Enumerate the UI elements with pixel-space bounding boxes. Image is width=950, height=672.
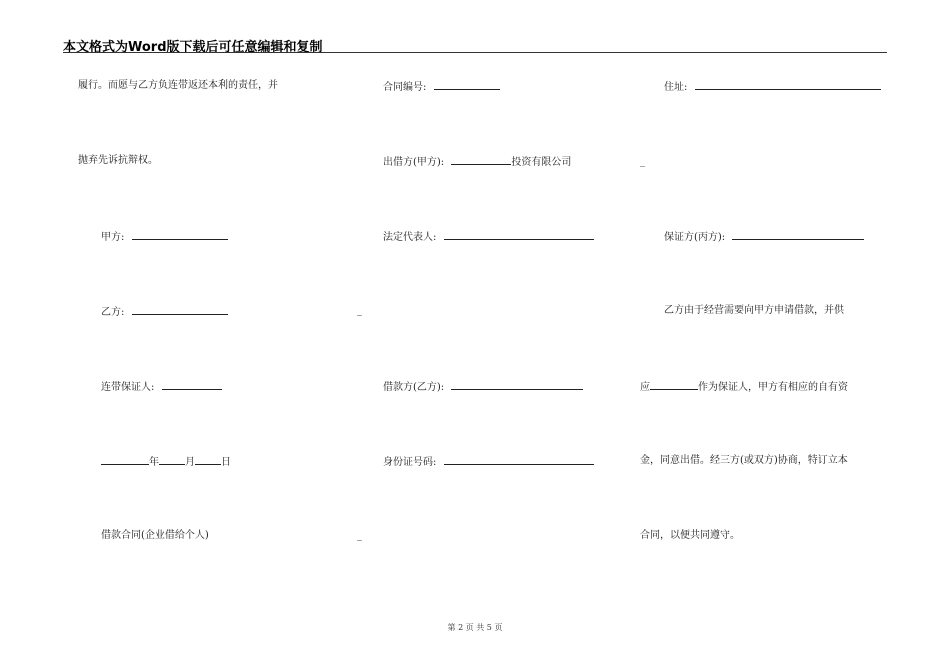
col1-mark-2: _ bbox=[357, 530, 362, 541]
party-a-row bbox=[101, 230, 228, 244]
header-rule bbox=[63, 52, 887, 53]
borrower-label: 借款方(乙方): bbox=[383, 382, 445, 393]
lender-suffix: 投资有限公司 bbox=[511, 157, 572, 168]
day-label: 日 bbox=[221, 457, 231, 468]
party-b-row bbox=[101, 305, 228, 319]
party-a-blank bbox=[132, 230, 228, 240]
lender-row bbox=[383, 155, 571, 169]
year-label: 年 bbox=[149, 457, 159, 468]
address-row bbox=[664, 80, 881, 94]
guarantor-name-blank bbox=[650, 380, 698, 390]
contract-no-blank bbox=[434, 80, 500, 90]
lender-blank bbox=[451, 155, 511, 165]
col1-line-2: 抛弃先诉抗辩权。 bbox=[78, 155, 158, 166]
lender-label: 出借方(甲方): bbox=[383, 157, 445, 168]
document-header: 本文格式为Word版下载后可任意编辑和复制 bbox=[63, 40, 323, 55]
borrower-blank bbox=[451, 380, 583, 390]
legal-rep-label: 法定代表人: bbox=[383, 232, 437, 243]
id-no-row bbox=[383, 455, 594, 469]
col3-para-line-2-pre: 应 bbox=[640, 382, 650, 393]
guarantor-label: 连带保证人: bbox=[101, 382, 155, 393]
guarantor-c-row bbox=[664, 230, 864, 244]
guarantor-row bbox=[101, 380, 222, 394]
address-blank bbox=[695, 80, 881, 90]
col3-para-line-1: 乙方由于经营需要向甲方申请借款，并供 bbox=[664, 305, 844, 316]
contract-no-row bbox=[383, 80, 500, 94]
id-no-label: 身份证号码: bbox=[383, 457, 437, 468]
guarantor-blank bbox=[162, 380, 222, 390]
col3-para-line-3: 金，同意出借。经三方(或双方)协商，特订立本 bbox=[640, 455, 848, 466]
col3-mark: _ bbox=[640, 156, 645, 167]
guarantor-c-blank bbox=[732, 230, 864, 240]
legal-rep-row bbox=[383, 230, 594, 244]
party-b-label: 乙方: bbox=[101, 307, 125, 318]
date-row bbox=[101, 455, 231, 469]
address-label: 住址: bbox=[664, 82, 688, 93]
doc-title: 借款合同(企业借给个人) bbox=[101, 530, 209, 541]
legal-rep-blank bbox=[444, 230, 594, 240]
year-blank bbox=[101, 455, 149, 465]
borrower-row bbox=[383, 380, 583, 394]
contract-no-label: 合同编号: bbox=[383, 82, 427, 93]
page-number: 第 2 页 共 5 页 bbox=[447, 623, 503, 632]
party-a-label: 甲方: bbox=[101, 232, 125, 243]
party-b-blank bbox=[132, 305, 228, 315]
id-no-blank bbox=[444, 455, 594, 465]
col1-mark-1: _ bbox=[357, 305, 362, 316]
guarantor-c-label: 保证方(丙方): bbox=[664, 232, 726, 243]
col3-para-line-4: 合同，以便共同遵守。 bbox=[640, 530, 740, 541]
col1-line-1: 履行。而愿与乙方负连带返还本利的责任，并 bbox=[78, 80, 278, 91]
month-blank bbox=[159, 455, 185, 465]
col3-para-line-2-post: 作为保证人，甲方有相应的自有资 bbox=[698, 382, 848, 393]
col3-para-line-2 bbox=[640, 380, 848, 394]
day-blank bbox=[195, 455, 221, 465]
month-label: 月 bbox=[185, 457, 195, 468]
